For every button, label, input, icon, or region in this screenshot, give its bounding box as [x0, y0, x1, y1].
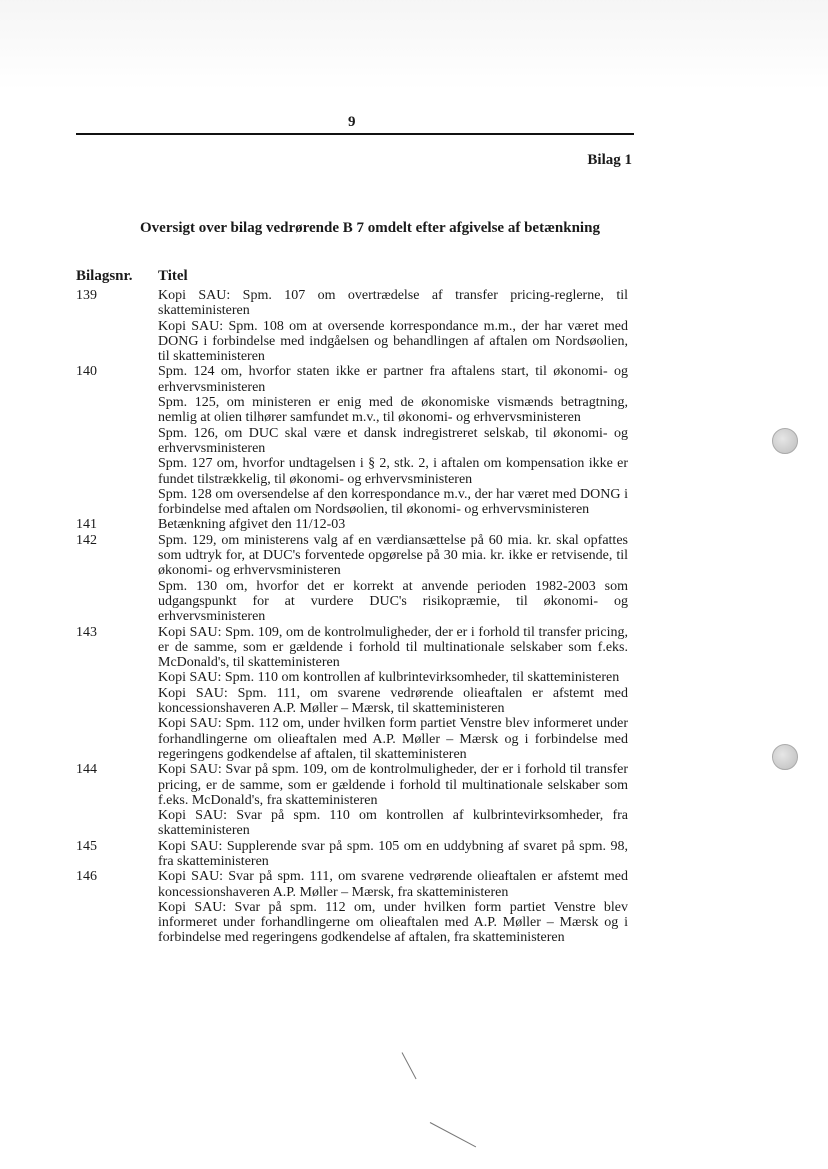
bilag-titles — [158, 762, 628, 838]
bilag-entry — [76, 869, 636, 945]
punch-hole — [772, 428, 798, 454]
bilag-title: Kopi SAU: Spm. 109, om de kontrolmuligheder, der er i forhold til transfer pricing, er de samme, som er gældende i forhold til multinationale selskaber som f.eks. McDonald's, til skatteministeren — [158, 624, 628, 671]
bilag-number: 142 — [76, 532, 97, 548]
page-number: 9 — [348, 114, 356, 130]
scan-mark — [430, 1122, 476, 1147]
bilag-entry — [76, 762, 636, 838]
bilag-title: Kopi SAU: Supplerende svar på spm. 105 om en uddybning af svaret på spm. 98, fra skatteministeren — [158, 838, 628, 869]
column-header-number: Bilagsnr. — [76, 268, 133, 284]
bilag-number: 144 — [76, 762, 97, 778]
bilag-title: Spm. 129, om ministerens valg af en værdiansættelse på 60 mia. kr. skal opfattes som udtryk for, at DUC's forventede opgørelse på 30 mia. kr. ikke er retvisende, til økonomi- og erhvervsministeren — [158, 532, 628, 579]
bilag-titles — [158, 533, 628, 625]
bilag-titles — [158, 288, 628, 364]
bilag-title: Spm. 127 om, hvorfor undtagelsen i § 2, stk. 2, i aftalen om kompensation ikke er fundet tilstrækkelig, til økonomi- og erhvervsministeren — [158, 456, 628, 487]
bilag-title: Spm. 126, om DUC skal være et dansk indregistreret selskab, til økonomi- og erhvervsministeren — [158, 425, 628, 456]
bilag-entry — [76, 533, 636, 625]
bilag-titles — [158, 517, 628, 532]
bilag-title: Spm. 125, om ministeren er enig med de økonomiske vismænds betragtning, nemlig at olien tilhører samfundet m.v., til økonomi- og erhvervsministeren — [158, 395, 628, 426]
bilag-title: Kopi SAU: Spm. 108 om at oversende korrespondance m.m., der har været med DONG i forbindelse med indgåelsen og behandlingen af aftalen om Nordsøolien, til skatteministeren — [158, 318, 628, 365]
bilag-title: Spm. 124 om, hvorfor staten ikke er partner fra aftalens start, til økonomi- og erhvervsministeren — [158, 364, 628, 395]
bilag-title: Kopi SAU: Spm. 111, om svarene vedrørende olieaftalen er afstemt med koncessionshaveren A.P. Møller – Mærsk, til skatteministeren — [158, 685, 628, 717]
bilag-title: Spm. 128 om oversendelse af den korrespondance m.v., der har været med DONG i forbindelse med aftalen om Nordsøolien, til økonomi- og erhvervsministeren — [158, 486, 628, 518]
bilag-title: Kopi SAU: Svar på spm. 109, om de kontrolmuligheder, der er i forhold til transfer pricing, er de samme, som er gældende i forhold til multinationale selskaber som f.eks. McDonald's, fra skatteministeren — [158, 762, 628, 808]
bilag-title: Kopi SAU: Spm. 107 om overtrædelse af transfer pricing-reglerne, til skatteministeren — [158, 288, 628, 319]
bilag-entry — [76, 839, 636, 870]
bilag-title: Kopi SAU: Svar på spm. 111, om svarene vedrørende olieaftalen er afstemt med koncessionshaveren A.P. Møller – Mærsk, fra skatteministeren — [158, 869, 628, 900]
bilag-list — [76, 288, 636, 946]
bilag-title: Kopi SAU: Spm. 112 om, under hvilken form partiet Venstre blev informeret under forhandlingerne om olieaftalen med A.P. Møller – Mærsk og i forbindelse med regeringens godkendelse af aftalen, til skatteministeren — [158, 716, 628, 762]
bilag-title: Spm. 130 om, hvorfor det er korrekt at anvende perioden 1982-2003 som udgangspunkt for at vurdere DUC's risikopræmie, til økonomi- og erhvervsministeren — [158, 578, 628, 625]
scan-mark — [402, 1052, 417, 1079]
bilag-number: 141 — [76, 517, 97, 533]
bilag-title: Kopi SAU: Spm. 110 om kontrollen af kulbrintevirksomheder, til skatteministeren — [158, 670, 620, 686]
bilag-titles — [158, 869, 628, 945]
bilag-entry — [76, 364, 636, 517]
bilag-title: Kopi SAU: Svar på spm. 110 om kontrollen af kulbrintevirksomheder, fra skatteministeren — [158, 808, 628, 839]
document-heading: Oversigt over bilag vedrørende B 7 omdelt efter afgivelse af betænkning — [140, 220, 600, 236]
bilag-number: 140 — [76, 364, 97, 380]
bilag-entry — [76, 517, 636, 532]
bilag-number: 145 — [76, 838, 97, 854]
bilag-label: Bilag 1 — [587, 152, 632, 168]
scan-shading — [0, 0, 828, 90]
bilag-title: Betænkning afgivet den 11/12-03 — [158, 517, 346, 533]
bilag-titles — [158, 625, 628, 763]
header-rule — [76, 133, 634, 135]
bilag-entry — [76, 625, 636, 763]
bilag-titles — [158, 364, 628, 517]
bilag-titles — [158, 839, 628, 870]
bilag-number: 139 — [76, 288, 97, 303]
bilag-entry — [76, 288, 636, 364]
bilag-number: 143 — [76, 624, 97, 640]
column-header-title: Titel — [158, 268, 188, 284]
bilag-number: 146 — [76, 869, 97, 885]
bilag-title: Kopi SAU: Svar på spm. 112 om, under hvilken form partiet Venstre blev informeret under forhandlingerne om olieaftalen med A.P. Møller – Mærsk og i forbindelse med regeringens godkendelse af aftalen, fra skatteministeren — [158, 899, 628, 946]
punch-hole — [772, 744, 798, 770]
